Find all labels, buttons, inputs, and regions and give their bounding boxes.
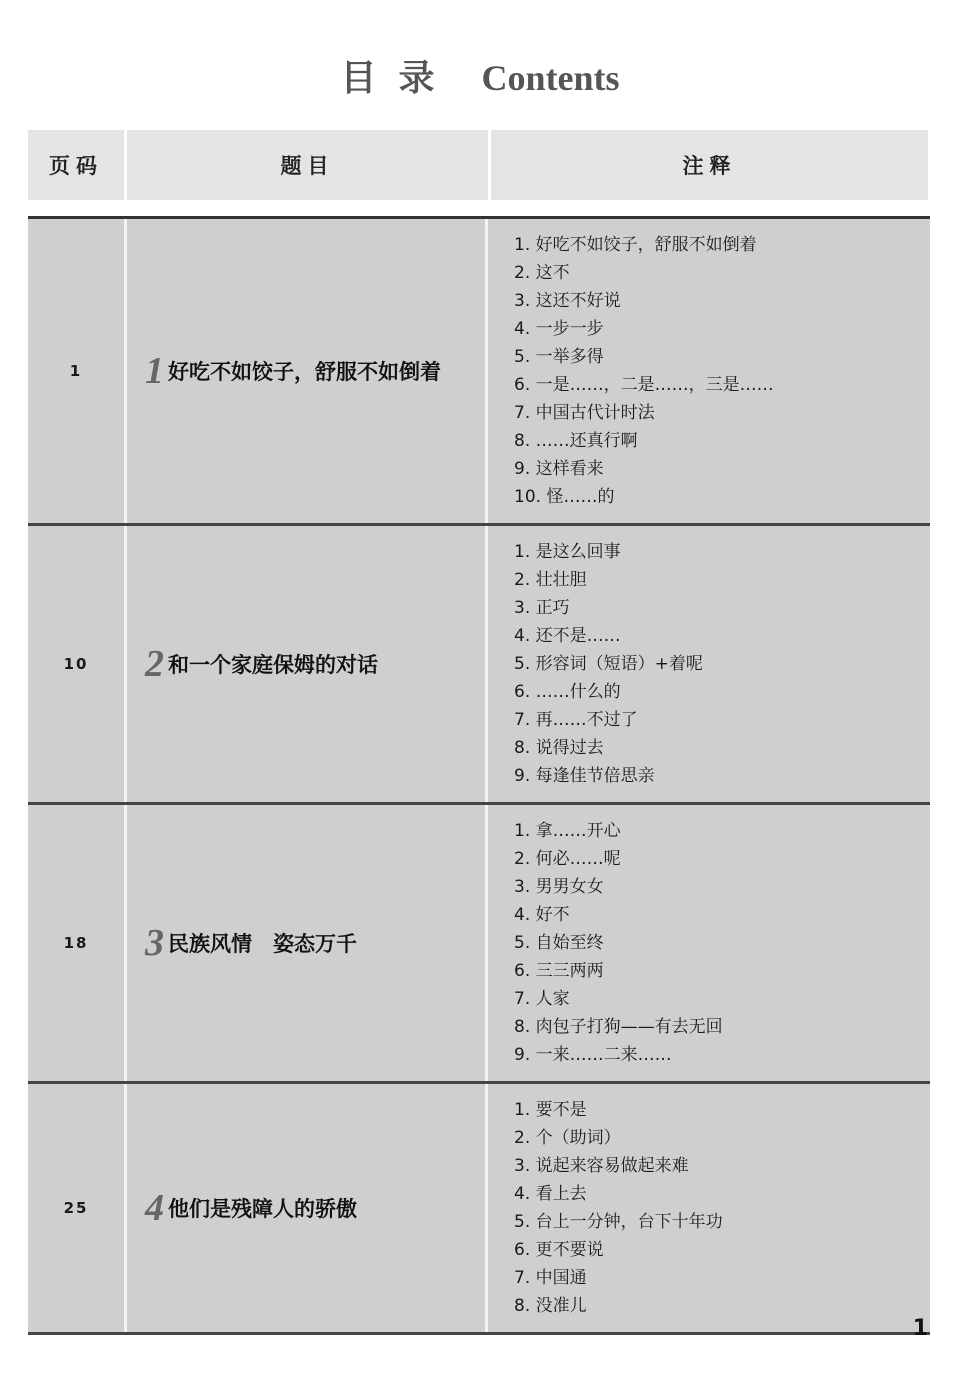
row-notes bbox=[488, 805, 930, 1081]
row-topic bbox=[127, 1084, 488, 1332]
lesson-title[interactable]: 和一个家庭保姆的对话 bbox=[168, 653, 378, 677]
note-item: 2. 何必……呢 bbox=[514, 849, 621, 869]
note-item: 9. 每逢佳节倍思亲 bbox=[514, 766, 655, 786]
note-item: 8. ……还真行啊 bbox=[514, 431, 638, 451]
lesson-number: 4 bbox=[145, 1187, 164, 1229]
note-item: 4. 看上去 bbox=[514, 1184, 587, 1204]
row-page-number: 25 bbox=[28, 1084, 127, 1332]
note-item: 5. 一举多得 bbox=[514, 347, 604, 367]
row-notes bbox=[488, 526, 930, 802]
note-item: 7. 中国通 bbox=[514, 1268, 587, 1288]
note-item: 4. 好不 bbox=[514, 905, 570, 925]
note-item: 1. 好吃不如饺子，舒服不如倒着 bbox=[514, 235, 757, 255]
note-item: 7. 人家 bbox=[514, 989, 570, 1009]
lesson-title[interactable]: 民族风情 姿态万千 bbox=[168, 932, 357, 956]
note-item: 1. 要不是 bbox=[514, 1100, 587, 1120]
note-item: 9. 这样看来 bbox=[514, 459, 604, 479]
note-item: 10. 怪……的 bbox=[514, 487, 615, 507]
note-item: 7. 中国古代计时法 bbox=[514, 403, 655, 423]
note-item: 5. 自始至终 bbox=[514, 933, 604, 953]
note-item: 6. 一是……，二是……，三是…… bbox=[514, 375, 774, 395]
note-item: 8. 说得过去 bbox=[514, 738, 604, 758]
note-item: 4. 还不是…… bbox=[514, 626, 621, 646]
header-page: 页码 bbox=[28, 130, 127, 200]
title-english: Contents bbox=[481, 58, 620, 98]
row-page-number: 18 bbox=[28, 805, 127, 1081]
note-item: 8. 肉包子打狗——有去无回 bbox=[514, 1017, 723, 1037]
row-page-number: 10 bbox=[28, 526, 127, 802]
table-row bbox=[28, 1084, 930, 1335]
header-notes: 注释 bbox=[682, 154, 737, 178]
lesson-title[interactable]: 好吃不如饺子，舒服不如倒着 bbox=[168, 360, 441, 384]
table-row bbox=[28, 219, 930, 526]
note-item: 3. 这还不好说 bbox=[514, 291, 621, 311]
row-notes bbox=[488, 219, 930, 523]
note-item: 1. 拿……开心 bbox=[514, 821, 621, 841]
row-topic bbox=[127, 805, 488, 1081]
note-item: 1. 是这么回事 bbox=[514, 542, 621, 562]
row-topic bbox=[127, 219, 488, 523]
note-item: 2. 这不 bbox=[514, 263, 570, 283]
title-chinese: 目录 bbox=[340, 58, 457, 99]
row-notes bbox=[488, 1084, 930, 1332]
page-title bbox=[0, 50, 960, 101]
table-row bbox=[28, 526, 930, 805]
lesson-number: 1 bbox=[145, 350, 164, 392]
note-item: 6. 三三两两 bbox=[514, 961, 604, 981]
table-row bbox=[28, 805, 930, 1084]
note-item: 3. 说起来容易做起来难 bbox=[514, 1156, 689, 1176]
lesson-number: 3 bbox=[145, 922, 164, 964]
note-item: 2. 壮壮胆 bbox=[514, 570, 587, 590]
note-item: 5. 台上一分钟，台下十年功 bbox=[514, 1212, 723, 1232]
page-number: 1 bbox=[912, 1316, 928, 1341]
note-item: 3. 男男女女 bbox=[514, 877, 604, 897]
note-item: 5. 形容词（短语）+着呢 bbox=[514, 654, 703, 674]
note-item: 8. 没准儿 bbox=[514, 1296, 587, 1316]
lesson-number: 2 bbox=[145, 643, 164, 685]
row-page-number: 1 bbox=[28, 219, 127, 523]
contents-table bbox=[28, 219, 930, 1335]
header-topic: 题目 bbox=[127, 130, 491, 200]
note-item: 6. 更不要说 bbox=[514, 1240, 604, 1260]
lesson-title[interactable]: 他们是残障人的骄傲 bbox=[168, 1197, 357, 1221]
note-item: 9. 一来……二来…… bbox=[514, 1045, 672, 1065]
note-item: 7. 再……不过了 bbox=[514, 710, 638, 730]
note-item: 3. 正巧 bbox=[514, 598, 570, 618]
note-item: 6. ……什么的 bbox=[514, 682, 621, 702]
note-item: 4. 一步一步 bbox=[514, 319, 604, 339]
table-header bbox=[28, 130, 928, 200]
note-item: 2. 个（助词） bbox=[514, 1128, 621, 1148]
row-topic bbox=[127, 526, 488, 802]
